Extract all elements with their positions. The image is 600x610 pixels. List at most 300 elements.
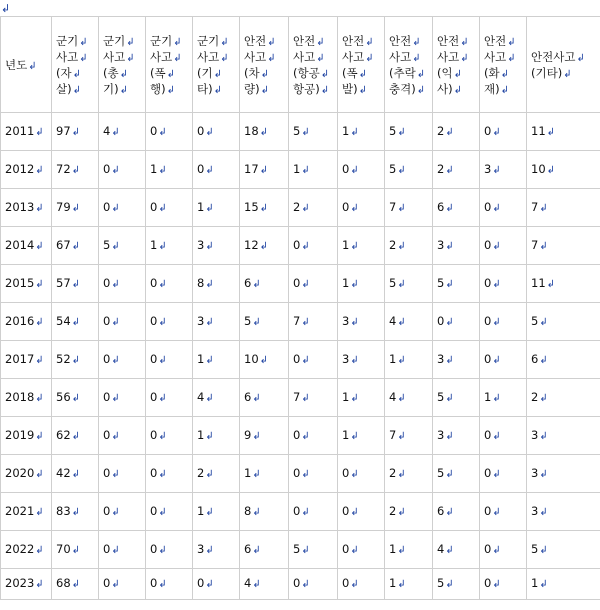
paragraph-mark-icon: ↲ [301,544,310,556]
paragraph-mark-icon: ↲ [350,316,359,328]
paragraph-mark-icon: ↲ [539,579,548,590]
cell-value: 6 [437,503,445,518]
cell-value: 2019 [5,427,35,442]
paragraph-mark-icon: ↲ [492,316,501,328]
year-cell [1,417,52,455]
paragraph-mark-icon: ↲ [492,392,501,404]
header-label: 군기 [103,33,126,48]
count-cell [480,265,527,303]
count-cell [193,113,240,151]
header-label: 사) [437,81,453,96]
paragraph-mark-icon: ↲ [397,126,406,138]
count-cell [527,303,600,341]
paragraph-mark-icon: ↲ [205,392,214,404]
paragraph-mark-icon: ↲ [259,202,269,214]
paragraph-mark-icon: ↲ [35,126,44,138]
table-row [1,265,600,303]
paragraph-mark-icon: ↲ [301,430,310,442]
cell-value: 3 [197,313,205,328]
count-cell [480,417,527,455]
cell-value: 0 [342,161,350,176]
paragraph-mark-icon: ↲ [71,544,81,556]
paragraph-mark-icon: ↲ [397,278,406,290]
count-cell [240,493,289,531]
count-cell [146,493,193,531]
count-cell [193,455,240,493]
year-cell [1,303,52,341]
count-cell [433,531,480,569]
year-cell [1,227,52,265]
paragraph-mark-icon: ↲ [71,430,81,442]
count-cell [338,227,385,265]
header-text [244,66,288,82]
cell-value: 12 [244,237,259,252]
count-cell [193,341,240,379]
cell-value: 0 [150,351,158,366]
paragraph-mark-icon: ↲ [397,316,406,328]
count-cell [146,303,193,341]
header-text [103,34,145,50]
count-cell [99,151,146,189]
cell-value: 0 [293,237,301,252]
cell-value: 79 [56,199,71,214]
cell-value: 1 [244,465,252,480]
cell-value: 0 [197,161,205,176]
paragraph-mark-icon: ↲ [35,278,44,290]
count-cell [240,265,289,303]
header-text [389,82,432,98]
header-cell [338,17,385,113]
cell-value: 0 [150,503,158,518]
cell-value: 0 [150,465,158,480]
count-cell [289,113,338,151]
cell-value: 0 [484,275,492,290]
count-cell [289,189,338,227]
header-text [342,82,384,98]
cell-value: 1 [197,427,205,442]
count-cell [146,417,193,455]
cell-value: 1 [342,275,350,290]
year-cell [1,455,52,493]
header-label: (기 [197,65,213,80]
count-cell [52,341,99,379]
paragraph-mark-icon: ↲ [539,544,548,556]
cell-value: 7 [389,427,397,442]
header-text [150,34,192,50]
cell-value: 2012 [5,161,35,176]
cell-value: 4 [197,389,205,404]
cell-value: 0 [484,465,492,480]
count-cell [193,379,240,417]
header-text [150,82,192,98]
count-cell [385,493,433,531]
header-text [244,34,288,50]
paragraph-mark-icon: ↲ [492,579,501,590]
count-cell [527,151,600,189]
count-cell [289,265,338,303]
paragraph-mark-icon: ↲ [71,316,81,328]
paragraph-mark-icon: ↲ [492,430,501,442]
header-text [244,50,288,66]
header-text [197,34,239,50]
cell-value: 0 [293,275,301,290]
count-cell [385,455,433,493]
paragraph-mark-icon: ↲ [507,36,516,48]
count-cell [52,379,99,417]
header-text [197,66,239,82]
paragraph-mark-icon: ↲ [412,52,421,64]
table-row [1,531,600,569]
paragraph-mark-icon: ↲ [119,68,128,80]
cell-value: 0 [150,541,158,556]
paragraph-mark-icon: ↲ [173,52,182,64]
paragraph-mark-icon: ↲ [205,164,214,176]
paragraph-mark-icon: ↲ [213,68,222,80]
cell-value: 3 [342,313,350,328]
paragraph-mark-icon: ↲ [350,468,359,480]
paragraph-mark-icon: ↲ [445,506,454,518]
header-label: 기) [103,81,119,96]
paragraph-mark-icon: ↲ [539,354,548,366]
count-cell [289,569,338,600]
paragraph-mark-icon: ↲ [259,164,269,176]
paragraph-mark-icon: ↲ [205,468,214,480]
paragraph-mark-icon: ↲ [301,506,310,518]
paragraph-mark-icon: ↲ [350,164,359,176]
cell-value: 6 [531,351,539,366]
paragraph-mark-icon: ↲ [539,316,548,328]
count-cell [480,379,527,417]
count-cell [99,455,146,493]
cell-value: 0 [484,576,492,590]
count-cell [385,531,433,569]
paragraph-mark-icon: ↲ [252,430,261,442]
cell-value: 7 [293,389,301,404]
cell-value: 0 [293,503,301,518]
cell-value: 7 [531,199,539,214]
count-cell [338,455,385,493]
cell-value: 0 [103,351,111,366]
cell-value: 0 [484,427,492,442]
count-cell [385,151,433,189]
header-cell [527,17,600,113]
paragraph-mark-icon: ↲ [445,316,454,328]
header-label: (추락 [389,65,416,80]
paragraph-mark-icon: ↲ [72,84,81,96]
cell-value: 3 [484,161,492,176]
count-cell [99,341,146,379]
cell-value: 0 [103,161,111,176]
header-text [56,82,98,98]
header-label: 년도 [5,57,28,72]
table-row [1,493,600,531]
paragraph-mark-icon: ↲ [259,126,269,138]
paragraph-mark-icon: ↲ [35,240,44,252]
cell-value: 6 [244,389,252,404]
header-label: 안전 [484,33,507,48]
cell-value: 0 [103,313,111,328]
paragraph-mark-icon: ↲ [320,84,330,96]
header-label: 안전 [342,33,365,48]
header-label: 살) [56,81,72,96]
header-text [389,50,432,66]
count-cell [52,227,99,265]
header-text [103,50,145,66]
paragraph-mark-icon: ↲ [301,468,310,480]
count-cell [338,189,385,227]
count-cell [193,531,240,569]
count-cell [193,417,240,455]
header-cell [99,17,146,113]
paragraph-mark-icon: ↲ [397,544,406,556]
paragraph-mark-icon: ↲ [460,52,469,64]
cell-value: 0 [342,465,350,480]
cell-value: 1 [342,427,350,442]
cell-value: 0 [484,351,492,366]
paragraph-mark-icon: ↲ [119,84,128,96]
cell-value: 8 [197,275,205,290]
count-cell [527,341,600,379]
paragraph-mark-icon: ↲ [205,506,214,518]
header-text [437,66,479,82]
count-cell [385,379,433,417]
paragraph-mark-icon: ↲ [365,36,374,48]
paragraph-mark-icon: ↲ [397,468,406,480]
paragraph-mark-icon: ↲ [546,278,556,290]
paragraph-mark-icon: ↲ [111,126,120,138]
paragraph-mark-icon: ↲ [71,354,81,366]
count-cell [480,455,527,493]
count-cell [338,265,385,303]
count-cell [527,189,600,227]
paragraph-mark-icon: ↲ [492,164,501,176]
cell-value: 70 [56,541,71,556]
count-cell [52,417,99,455]
paragraph-mark-icon: ↲ [301,392,310,404]
paragraph-mark-icon: ↲ [492,278,501,290]
paragraph-mark-icon: ↲ [35,164,44,176]
cell-value: 3 [531,465,539,480]
paragraph-mark-icon: ↲ [126,36,135,48]
paragraph-mark-icon: ↲ [35,354,44,366]
paragraph-mark-icon: ↲ [397,240,406,252]
count-cell [52,265,99,303]
cell-value: 0 [342,503,350,518]
count-cell [433,189,480,227]
cell-value: 0 [342,199,350,214]
count-cell [527,417,600,455]
cell-value: 0 [103,465,111,480]
header-text [531,50,600,66]
header-cell [240,17,289,113]
count-cell [289,493,338,531]
count-cell [240,151,289,189]
paragraph-mark-icon: ↲ [111,430,120,442]
header-label: (차 [244,65,260,80]
paragraph-mark-icon: ↲ [445,544,454,556]
header-text [342,50,384,66]
count-cell [146,455,193,493]
cell-value: 0 [103,427,111,442]
header-text [531,66,600,82]
paragraph-mark-icon: ↲ [173,36,182,48]
header-label: (기타) [531,65,563,80]
header-label: 충격) [389,81,416,96]
header-text [244,82,288,98]
paragraph-mark-icon: ↲ [350,544,359,556]
cell-value: 3 [342,351,350,366]
cell-value: 5 [103,237,111,252]
count-cell [240,417,289,455]
header-label: 사고 [437,49,460,64]
paragraph-mark-icon: ↲ [445,202,454,214]
paragraph-mark-icon: ↲ [301,354,310,366]
cell-value: 68 [56,576,71,590]
count-cell [146,189,193,227]
cell-value: 8 [244,503,252,518]
cell-value: 2016 [5,313,35,328]
count-cell [338,417,385,455]
paragraph-mark-icon: ↲ [445,468,454,480]
paragraph-mark-icon: ↲ [205,354,214,366]
paragraph-mark-icon: ↲ [301,278,310,290]
cell-value: 0 [103,541,111,556]
header-text [342,34,384,50]
paragraph-mark-icon: ↲ [301,579,310,590]
cell-value: 5 [437,465,445,480]
cell-value: 3 [531,503,539,518]
header-text [437,34,479,50]
paragraph-mark-icon: ↲ [507,52,516,64]
count-cell [52,113,99,151]
cell-value: 6 [244,275,252,290]
cell-value: 5 [531,313,539,328]
paragraph-mark-icon: ↲ [365,52,374,64]
header-cell [52,17,99,113]
count-cell [385,303,433,341]
paragraph-mark-icon: ↲ [445,126,454,138]
cell-value: 0 [103,199,111,214]
paragraph-mark-icon: ↲ [267,52,276,64]
table-row [1,417,600,455]
header-cell [385,17,433,113]
header-text [484,50,526,66]
count-cell [433,455,480,493]
header-label: 사고 [103,49,126,64]
header-label: 사고 [244,49,267,64]
header-label: 발) [342,81,358,96]
count-cell [193,303,240,341]
paragraph-mark-icon: ↲ [252,579,261,590]
cell-value: 42 [56,465,71,480]
cell-value: 7 [531,237,539,252]
header-label: 사고 [197,49,220,64]
year-cell [1,151,52,189]
count-cell [193,189,240,227]
year-cell [1,379,52,417]
count-cell [240,379,289,417]
paragraph-mark-icon: ↲ [267,36,276,48]
paragraph-mark-icon: ↲ [301,126,310,138]
paragraph-mark-icon: ↲ [252,316,261,328]
paragraph-mark-icon: ↲ [500,84,509,96]
count-cell [193,493,240,531]
count-cell [480,113,527,151]
count-cell [480,341,527,379]
paragraph-mark-icon: ↲ [111,354,120,366]
count-cell [240,113,289,151]
count-cell [480,569,527,600]
paragraph-mark-icon: ↲ [35,468,44,480]
count-cell [193,569,240,600]
count-cell [193,227,240,265]
header-label: 사고 [342,49,365,64]
cell-value: 2 [389,503,397,518]
count-cell [289,455,338,493]
paragraph-mark-icon: ↲ [397,579,406,590]
header-label: 군기 [150,33,173,48]
count-cell [52,151,99,189]
cell-value: 0 [437,313,445,328]
header-year [1,17,52,113]
cell-value: 0 [484,313,492,328]
count-cell [240,303,289,341]
paragraph-mark-icon: ↲ [445,579,454,590]
header-label: 타) [197,81,213,96]
paragraph-mark-icon: ↲ [158,126,167,138]
count-cell [385,265,433,303]
count-cell [433,265,480,303]
count-cell [338,531,385,569]
cell-value: 1 [342,389,350,404]
paragraph-mark-icon: ↲ [111,164,120,176]
header-label: (자 [56,65,72,80]
cell-value: 2014 [5,237,35,252]
count-cell [338,113,385,151]
paragraph-mark-icon: ↲ [158,544,167,556]
paragraph-mark-icon: ↲ [350,278,359,290]
cell-value: 57 [56,275,71,290]
paragraph-mark-icon: ↲ [301,202,310,214]
paragraph-mark-icon: ↲ [301,316,310,328]
year-cell [1,531,52,569]
header-text [293,50,337,66]
count-cell [146,341,193,379]
header-label: 안전 [437,33,460,48]
cell-value: 0 [484,237,492,252]
cell-value: 0 [484,123,492,138]
paragraph-mark-icon: ↲ [358,68,367,80]
table-row [1,227,600,265]
header-label: 군기 [56,33,79,48]
cell-value: 1 [293,161,301,176]
count-cell [146,569,193,600]
header-label: 사고 [293,49,316,64]
count-cell [527,265,600,303]
count-cell [433,151,480,189]
paragraph-mark-icon: ↲ [350,392,359,404]
count-cell [385,341,433,379]
header-text [150,50,192,66]
table-row [1,303,600,341]
paragraph-mark-icon: ↲ [397,392,406,404]
count-cell [99,113,146,151]
cell-value: 0 [484,541,492,556]
paragraph-mark-icon: ↲ [397,430,406,442]
cell-value: 18 [244,123,259,138]
paragraph-mark-icon: ↲ [35,506,44,518]
paragraph-mark-icon: ↲ [158,468,167,480]
